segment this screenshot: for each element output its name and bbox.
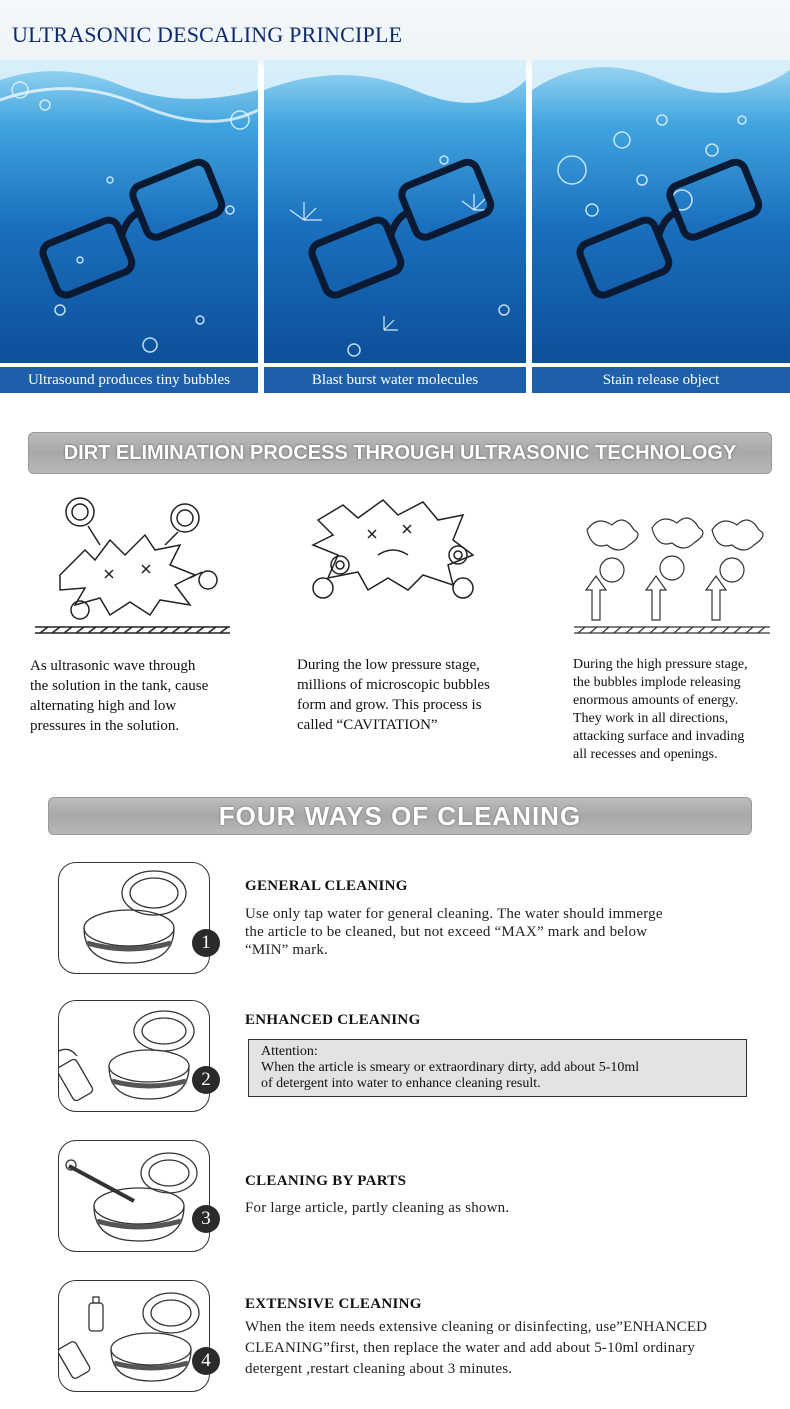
text-line: enormous amounts of energy. bbox=[573, 693, 739, 708]
step-number-1: 1 bbox=[192, 929, 220, 957]
step-number-2: 2 bbox=[192, 1066, 220, 1094]
way-title-enhanced: ENHANCED CLEANING bbox=[245, 1012, 421, 1028]
panel-label-release: Stain release object bbox=[532, 367, 790, 393]
principle-image-burst bbox=[264, 60, 526, 363]
dirt-step-1-text bbox=[30, 656, 235, 736]
panel-label-burst: Blast burst water molecules bbox=[264, 367, 526, 393]
text-line: As ultrasonic wave through bbox=[30, 658, 196, 674]
attention-label: Attention: bbox=[261, 1044, 318, 1059]
principle-section bbox=[0, 0, 790, 395]
panel-label-bubbles: Ultrasound produces tiny bubbles bbox=[0, 367, 258, 393]
text-line: the bubbles implode releasing bbox=[573, 675, 741, 690]
text-line: millions of microscopic bubbles bbox=[297, 677, 490, 693]
principle-image-release bbox=[532, 60, 790, 363]
dirt-step-2-text bbox=[297, 655, 527, 735]
way-title-parts: CLEANING BY PARTS bbox=[245, 1173, 407, 1189]
sketch-ultrasonic-wave bbox=[30, 490, 235, 640]
text-line: called “CAVITATION” bbox=[297, 717, 438, 733]
text-line: attacking surface and invading bbox=[573, 729, 745, 744]
dirt-process-banner: DIRT ELIMINATION PROCESS THROUGH ULTRASONIC TECHNOLOGY bbox=[28, 432, 772, 474]
way-text-general bbox=[245, 905, 745, 959]
text-line: “MIN” mark. bbox=[245, 942, 329, 958]
step-number-3: 3 bbox=[192, 1205, 220, 1233]
text-line: all recesses and openings. bbox=[573, 747, 718, 762]
cleaner-illustration-2 bbox=[58, 1000, 210, 1112]
text-line: the article to be cleaned, but not exceed “MAX” mark and below bbox=[245, 924, 648, 940]
text-line: They work in all directions, bbox=[573, 711, 729, 726]
text-line: the solution in the tank, cause bbox=[30, 678, 209, 694]
text-line: form and grow. This process is bbox=[297, 697, 482, 713]
principle-image-bubbles bbox=[0, 60, 258, 363]
text-line: Use only tap water for general cleaning. The water should immerge bbox=[245, 906, 663, 922]
text-line: detergent ,restart cleaning about 3 minutes. bbox=[245, 1361, 513, 1377]
cleaner-illustration-4 bbox=[58, 1280, 210, 1392]
attention-box bbox=[248, 1039, 747, 1097]
text-line: When the item needs extensive cleaning or disinfecting, use”ENHANCED bbox=[245, 1319, 708, 1335]
sketch-cavitation bbox=[298, 490, 498, 620]
text-line: of detergent into water to enhance cleaning result. bbox=[261, 1076, 541, 1091]
principle-title: ULTRASONIC DESCALING PRINCIPLE bbox=[12, 22, 403, 47]
text-line: When the article is smeary or extraordinary dirty, add about 5-10ml bbox=[261, 1060, 640, 1075]
text-line: CLEANING”first, then replace the water and add about 5-10ml ordinary bbox=[245, 1340, 696, 1356]
text-line: pressures in the solution. bbox=[30, 718, 180, 734]
text-line: During the high pressure stage, bbox=[573, 657, 748, 672]
way-text-parts bbox=[245, 1199, 745, 1217]
dirt-step-3-text bbox=[573, 656, 778, 764]
text-line: alternating high and low bbox=[30, 698, 177, 714]
cleaner-illustration-1 bbox=[58, 862, 210, 974]
step-number-4: 4 bbox=[192, 1347, 220, 1375]
way-title-extensive: EXTENSIVE CLEANING bbox=[245, 1296, 422, 1312]
sketch-implosion bbox=[572, 510, 772, 640]
text-line: During the low pressure stage, bbox=[297, 657, 480, 673]
way-title-general: GENERAL CLEANING bbox=[245, 878, 408, 894]
cleaner-illustration-3 bbox=[58, 1140, 210, 1252]
text-line: For large article, partly cleaning as shown. bbox=[245, 1200, 510, 1216]
way-text-extensive bbox=[245, 1317, 765, 1380]
four-ways-banner: FOUR WAYS OF CLEANING bbox=[48, 797, 752, 835]
